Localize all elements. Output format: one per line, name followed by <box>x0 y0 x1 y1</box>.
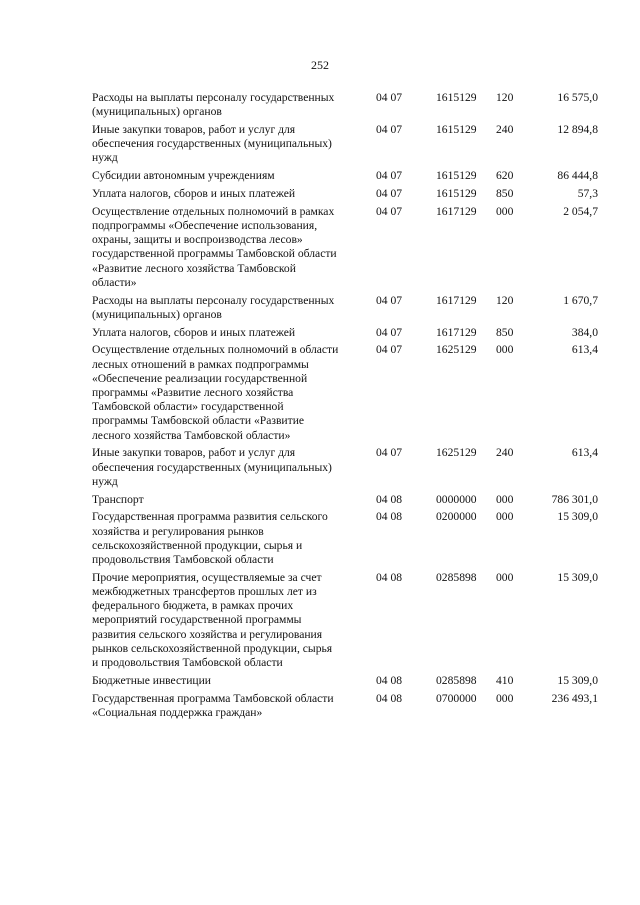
table-row <box>92 510 600 567</box>
row-name: Расходы на выплаты персоналу государственных (муниципальных) органов <box>92 91 335 119</box>
row-target-code: 0200000 <box>436 510 477 524</box>
page-number: 252 <box>311 58 329 72</box>
row-target-code: 0285898 <box>436 570 477 584</box>
row-expense-type: 000 <box>496 492 514 506</box>
table-row <box>92 294 600 322</box>
table-row <box>92 446 600 489</box>
row-amount: 1 670,7 <box>563 293 598 307</box>
table-row <box>92 205 600 290</box>
row-target-code: 1615129 <box>436 169 477 183</box>
table-row <box>92 169 600 183</box>
row-amount: 15 309,0 <box>557 570 598 584</box>
row-section-code: 04 07 <box>376 293 403 307</box>
budget-table <box>92 91 600 724</box>
row-amount: 613,4 <box>571 446 598 460</box>
row-section-code: 04 08 <box>376 691 403 705</box>
row-amount: 236 493,1 <box>551 691 598 705</box>
table-row <box>92 493 600 507</box>
row-section-code: 04 07 <box>376 123 403 136</box>
row-name: Уплата налогов, сборов и иных платежей <box>92 187 296 200</box>
table-row <box>92 692 600 720</box>
table-row <box>92 326 600 340</box>
row-amount: 86 444,8 <box>557 169 598 183</box>
row-amount: 2 054,7 <box>563 204 598 218</box>
row-target-code: 1615129 <box>436 123 477 136</box>
table-row <box>92 674 600 688</box>
row-target-code: 0285898 <box>436 673 477 687</box>
row-section-code: 04 08 <box>376 570 403 584</box>
row-name: Государственная программа Тамбовской области «Социальная поддержка граждан» <box>92 691 334 719</box>
row-expense-type: 850 <box>496 187 514 200</box>
row-name: Государственная программа развития сельского хозяйства и регулирования рынков сельскохозяйственной продукции, сырья и продовольствия Тамбовской области <box>92 510 328 567</box>
row-expense-type: 240 <box>496 446 514 460</box>
row-amount: 12 894,8 <box>557 123 598 136</box>
row-target-code: 1615129 <box>436 187 477 200</box>
row-section-code: 04 07 <box>376 446 403 460</box>
row-expense-type: 120 <box>496 293 514 307</box>
row-section-code: 04 07 <box>376 187 403 200</box>
row-expense-type: 000 <box>496 510 514 524</box>
row-section-code: 04 07 <box>376 91 403 104</box>
row-section-code: 04 08 <box>376 673 403 687</box>
row-expense-type: 620 <box>496 169 514 183</box>
row-expense-type: 000 <box>496 570 514 584</box>
row-target-code: 1625129 <box>436 343 477 357</box>
row-expense-type: 000 <box>496 343 514 357</box>
row-target-code: 1615129 <box>436 91 477 104</box>
row-expense-type: 850 <box>496 325 514 339</box>
table-row <box>92 91 600 119</box>
row-name: Субсидии автономным учреждениям <box>92 169 275 183</box>
row-amount: 613,4 <box>571 343 598 357</box>
table-row <box>92 571 600 670</box>
row-target-code: 0700000 <box>436 691 477 705</box>
row-name: Иные закупки товаров, работ и услуг для обеспечения государственных (муниципальных) нужд <box>92 446 332 488</box>
row-expense-type: 120 <box>496 91 514 104</box>
row-amount: 384,0 <box>571 325 598 339</box>
row-amount: 15 309,0 <box>557 510 598 524</box>
row-name: Прочие мероприятия, осуществляемые за счет межбюджетных трансфертов прошлых лет из федерального бюджета, в рамках прочих мероприятий государственной программы развития сельского хозяйства и регулирования рынков сельскохозяйственной продукции, сырья и продовольствия Тамбовской области <box>92 570 333 670</box>
row-section-code: 04 07 <box>376 169 403 183</box>
row-expense-type: 000 <box>496 204 514 218</box>
row-target-code: 1617129 <box>436 325 477 339</box>
table-row <box>92 343 600 442</box>
row-name: Уплата налогов, сборов и иных платежей <box>92 325 296 339</box>
row-target-code: 1617129 <box>436 204 477 218</box>
table-row <box>92 123 600 166</box>
row-section-code: 04 08 <box>376 492 403 506</box>
row-name: Осуществление отдельных полномочий в рамках подпрограммы «Обеспечение использования, охраны, защиты и воспроизводства лесов» государственной программы Тамбовской области «Развитие лесного хозяйства Тамбовской области» <box>92 204 337 289</box>
table-row <box>92 187 600 201</box>
row-target-code: 1617129 <box>436 293 477 307</box>
row-amount: 786 301,0 <box>551 492 598 506</box>
row-expense-type: 000 <box>496 691 514 705</box>
row-amount: 57,3 <box>577 187 598 200</box>
row-name: Расходы на выплаты персоналу государственных (муниципальных) органов <box>92 293 335 321</box>
row-section-code: 04 07 <box>376 204 403 218</box>
row-target-code: 1625129 <box>436 446 477 460</box>
row-name: Иные закупки товаров, работ и услуг для обеспечения государственных (муниципальных) нужд <box>92 123 332 165</box>
row-target-code: 0000000 <box>436 492 477 506</box>
row-expense-type: 240 <box>496 123 514 136</box>
row-expense-type: 410 <box>496 673 514 687</box>
row-section-code: 04 07 <box>376 343 403 357</box>
row-section-code: 04 07 <box>376 325 403 339</box>
row-name: Осуществление отдельных полномочий в области лесных отношений в рамках подпрограммы «Обеспечение реализации государственной программы «Развитие лесного хозяйства Тамбовской области» государственной программы Тамбовской области «Развитие лесного хозяйства Тамбовской области» <box>92 343 339 442</box>
row-name: Транспорт <box>92 492 144 506</box>
row-name: Бюджетные инвестиции <box>92 673 212 687</box>
row-amount: 15 309,0 <box>557 673 598 687</box>
row-amount: 16 575,0 <box>557 91 598 104</box>
row-section-code: 04 08 <box>376 510 403 524</box>
